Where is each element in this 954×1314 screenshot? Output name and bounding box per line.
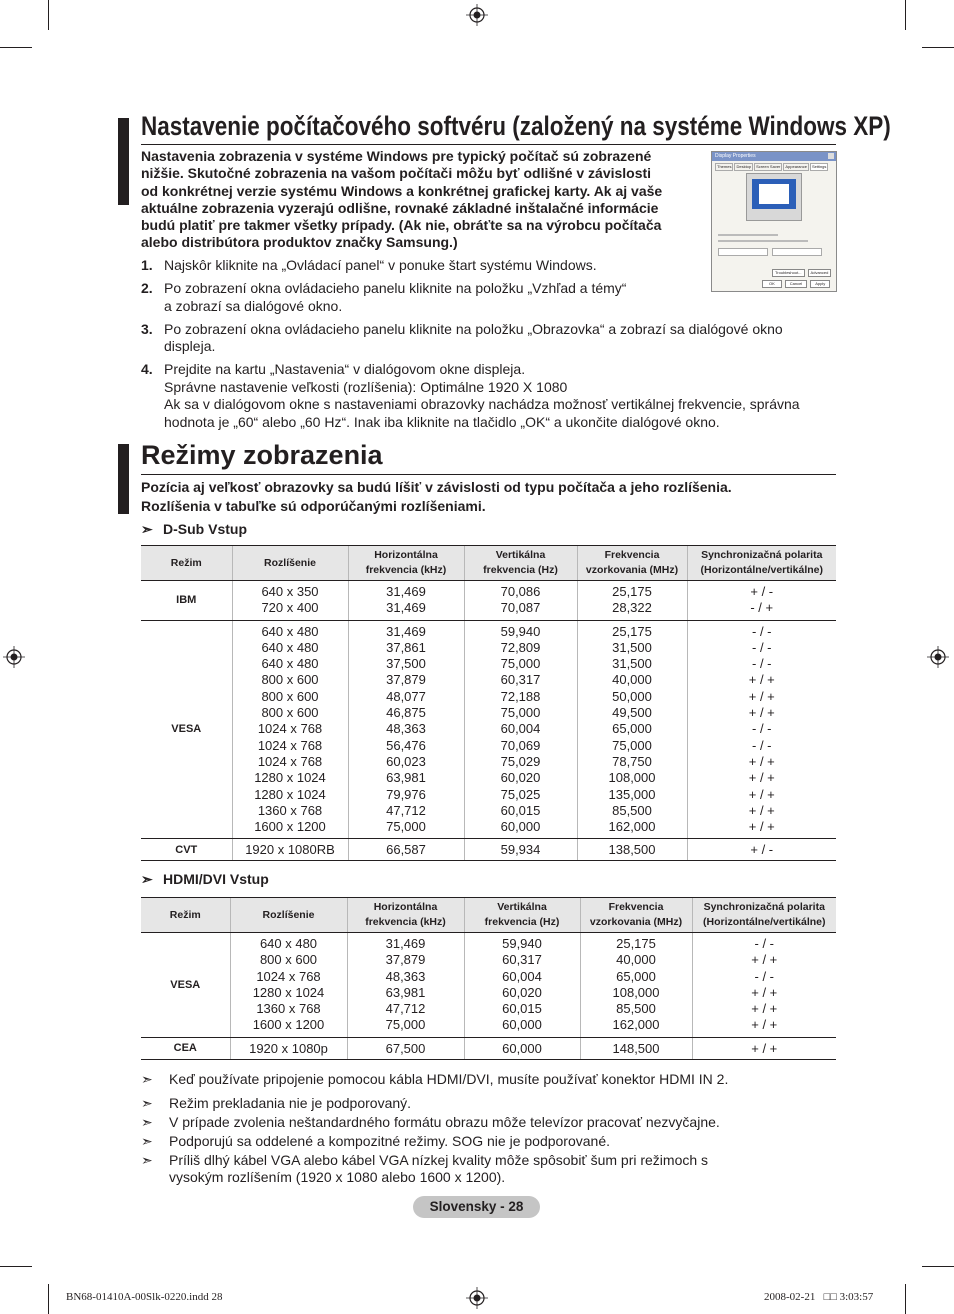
step-line: Prejdite na kartu „Nastavenia“ v dialógovom okne displeja. — [164, 361, 526, 377]
cell-value: 75,000 — [500, 705, 541, 721]
monitor-preview — [746, 173, 802, 221]
cell-value: 60,317 — [500, 672, 541, 688]
header-cell: Rozlíšenie — [232, 546, 348, 581]
cell-value: 60,020 — [502, 984, 542, 1000]
arrow-icon: ➣ — [141, 871, 153, 887]
table-cell — [232, 620, 348, 839]
dialog-tab: Desktop — [736, 164, 752, 169]
header-cell: Frekvencia vzorkovania (MHz) — [580, 898, 692, 933]
cell-value: + / + — [751, 1001, 778, 1017]
registration-mark-icon — [3, 646, 25, 668]
cell-value: 1360 x 768 — [257, 802, 323, 818]
table-row-group — [141, 620, 836, 839]
cell-value: 1280 x 1024 — [254, 786, 326, 802]
table-cell — [577, 620, 687, 839]
cell-value: - / - — [754, 936, 774, 951]
intro-line: Pozícia aj veľkosť obrazovky sa budú líšiť v závislosti od typu počítača a jeho rozlíšenia. — [141, 479, 732, 495]
cell-value: 60,015 — [500, 802, 541, 818]
table-row-group — [141, 581, 836, 621]
step-item — [141, 321, 841, 356]
notes-list — [141, 1071, 821, 1187]
cell-value: 37,861 — [386, 639, 426, 655]
arrow-icon: ➣ — [141, 1094, 153, 1111]
note-line: Príliš dlhý kábel VGA alebo kábel VGA nízkej kvality môže spôsobiť šum pri režimoch s — [169, 1151, 709, 1168]
title-rule — [141, 474, 836, 475]
crop-mark — [48, 1284, 49, 1314]
cell-value: + / - — [750, 842, 774, 858]
close-icon — [828, 153, 834, 159]
step-line: displeja. — [164, 338, 216, 354]
step-line: a zobrazí sa dialógové okno. — [164, 297, 343, 314]
cell-value: 75,029 — [500, 753, 541, 769]
cell-value: + / + — [748, 688, 775, 704]
cell-value: 60,000 — [502, 1017, 542, 1033]
section-title: Režimy zobrazenia — [141, 440, 383, 470]
cell-value: 59,940 — [502, 936, 542, 951]
cell-value: 31,469 — [385, 936, 426, 951]
table-cell — [347, 933, 464, 1038]
cell-value: 85,500 — [612, 802, 652, 818]
cell-value: + / + — [748, 753, 775, 769]
cell-value: - / - — [754, 968, 774, 984]
cell-value: 135,000 — [608, 786, 656, 802]
cell-value: 31,469 — [386, 584, 426, 599]
table-cell — [464, 1037, 580, 1059]
cell-value: 75,000 — [386, 819, 426, 835]
mode-cell: CVT — [141, 839, 232, 861]
cell-value: 162,000 — [612, 1017, 660, 1033]
cell-value: 108,000 — [608, 770, 656, 786]
ok-button: OK — [762, 280, 782, 288]
cell-value: 640 x 480 — [261, 623, 319, 639]
table-cell — [230, 1037, 347, 1059]
crop-mark — [905, 1284, 906, 1314]
step-line: Správne nastavenie veľkosti (rozlíšenia): Optimálne 1920 X 1080 — [164, 378, 568, 395]
note-line: Podporujú sa oddelené a kompozitné režimy. SOG nie je podporované. — [169, 1132, 611, 1149]
cell-value: - / - — [752, 737, 772, 753]
table-cell — [687, 839, 836, 861]
dialog-tab: Settings — [811, 164, 827, 169]
dialog-tab: Themes — [717, 164, 732, 169]
note-line: vysokým rozlíšením (1920 x 1080 alebo 1600 x 1200). — [169, 1169, 506, 1185]
cell-value: 85,500 — [616, 1001, 656, 1017]
cell-value: 48,077 — [386, 688, 426, 704]
cell-value: 60,023 — [386, 753, 426, 769]
crop-mark — [48, 0, 49, 30]
cell-value: 60,000 — [502, 1040, 542, 1056]
arrow-icon: ➣ — [141, 1151, 153, 1168]
section-intro — [141, 478, 732, 516]
cell-value: 640 x 350 — [261, 584, 319, 599]
hdmi-heading — [141, 871, 269, 888]
cell-value: 65,000 — [616, 968, 656, 984]
cell-value: 60,317 — [502, 952, 542, 968]
dsub-label: D-Sub Vstup — [163, 521, 247, 537]
intro-line: budú platiť pre takmer všetky prípady. (Ak nie, obráťte sa na výrobcu počítača — [141, 217, 662, 234]
cell-value: 40,000 — [616, 952, 656, 968]
cell-value: 50,000 — [612, 688, 652, 704]
cell-value: 60,000 — [500, 819, 541, 835]
section-title: Nastavenie počítačového softvéru (založený na systéme Windows XP) — [141, 111, 891, 141]
cell-value: 1024 x 768 — [257, 721, 323, 737]
cell-value: 67,500 — [385, 1040, 426, 1056]
cell-value: 720 x 400 — [261, 600, 319, 616]
advanced-button: Advanced — [808, 269, 832, 277]
cell-value: 148,500 — [612, 1040, 660, 1056]
step-item — [141, 280, 841, 315]
cell-value: 25,175 — [612, 584, 652, 599]
cell-value: 75,025 — [500, 786, 541, 802]
step-line: Ak sa v dialógovom okne s nastaveniami obrazovky nachádza možnosť vertikálnej frekvencie, správna — [164, 396, 800, 412]
step-line: Po zobrazení okna ovládacieho panelu kliknite na položku „Obrazovka“ a zobrazí sa dialógové okno — [164, 320, 783, 337]
cell-value: + / + — [748, 672, 775, 688]
table-cell — [692, 933, 836, 1038]
mode-cell: VESA — [141, 620, 232, 839]
cell-value: 800 x 600 — [259, 952, 318, 968]
header-cell: Režim — [141, 546, 232, 581]
hdmi-label: HDMI/DVI Vstup — [163, 871, 269, 887]
cell-value: 78,750 — [612, 753, 652, 769]
cell-value: + / + — [748, 705, 775, 721]
table-cell — [577, 581, 687, 621]
cell-value: 70,069 — [500, 737, 541, 753]
step-number: 2. — [141, 280, 153, 296]
arrow-icon: ➣ — [141, 1113, 153, 1130]
cell-value: 1600 x 1200 — [252, 1017, 325, 1033]
table-cell — [348, 581, 464, 621]
table-cell — [464, 581, 577, 621]
cell-value: 59,934 — [500, 842, 541, 858]
cell-value: 60,004 — [502, 968, 542, 984]
table-row-group — [141, 839, 836, 861]
header-cell: Rozlíšenie — [230, 898, 347, 933]
table-cell — [232, 839, 348, 861]
intro-line: Rozlíšenia v tabuľke sú odporúčanými rozlíšeniami. — [141, 498, 486, 514]
cell-value: 108,000 — [612, 984, 660, 1000]
step-number: 3. — [141, 320, 153, 337]
cell-value: - / - — [752, 721, 772, 737]
note-line: V prípade zvolenia neštandardného formátu obrazu môže televízor pracovať nezvyčajne. — [169, 1113, 720, 1130]
cell-value: 37,879 — [386, 672, 426, 688]
apply-button: Apply — [810, 280, 830, 288]
cell-value: - / - — [752, 656, 772, 672]
cell-value: 48,363 — [386, 721, 426, 737]
cell-value: 37,500 — [386, 656, 426, 672]
cell-value: + / - — [750, 584, 774, 599]
cell-value: 66,587 — [386, 842, 426, 858]
cell-value: 37,879 — [385, 952, 426, 968]
header-cell: Synchronizačná polarita (Horizontálne/vertikálne) — [687, 546, 836, 581]
cell-value: 40,000 — [612, 672, 652, 688]
intro-line: nižšie. Skutočné zobrazenia na vašom počítači môžu byť odlišné v závislosti — [141, 165, 652, 182]
cell-value: 79,976 — [386, 786, 426, 802]
header-cell: Frekvencia vzorkovania (MHz) — [577, 546, 687, 581]
cell-value: 1280 x 1024 — [254, 770, 326, 786]
section-marker — [118, 118, 129, 205]
cell-value: 28,322 — [612, 600, 652, 616]
dialog-title: Display Properties — [712, 152, 836, 161]
section-intro — [141, 148, 662, 252]
dsub-heading — [141, 521, 247, 538]
cell-value: + / + — [751, 984, 778, 1000]
table-cell — [464, 933, 580, 1038]
step-line: Po zobrazení okna ovládacieho panelu kliknite na položku „Vzhľad a témy“ — [164, 280, 627, 296]
cell-value: 1920 x 1080RB — [245, 842, 335, 858]
title-rule — [141, 144, 836, 145]
table-cell — [232, 581, 348, 621]
cell-value: 31,469 — [386, 623, 426, 639]
cell-value: + / + — [751, 952, 778, 968]
table-cell — [348, 620, 464, 839]
cell-value: 47,712 — [385, 1001, 426, 1017]
crop-mark — [0, 1266, 32, 1267]
table-cell — [464, 620, 577, 839]
registration-mark-icon — [466, 4, 488, 26]
step-number: 1. — [141, 257, 153, 273]
cell-value: 1920 x 1080p — [249, 1040, 328, 1056]
cell-value: + / + — [748, 786, 775, 802]
crop-mark — [0, 47, 32, 48]
cell-value: 800 x 600 — [261, 705, 319, 721]
cell-value: 60,004 — [500, 721, 541, 737]
table-header — [141, 898, 836, 933]
hdmi-table — [141, 897, 836, 1060]
cell-value: 800 x 600 — [261, 672, 319, 688]
arrow-icon: ➣ — [141, 1132, 153, 1149]
registration-mark-icon — [927, 646, 949, 668]
footer-file: BN68-01410A-00Slk-0220.indd 28 — [66, 1291, 223, 1303]
cell-value: 63,981 — [385, 984, 426, 1000]
table-cell — [230, 933, 347, 1038]
table-row-group — [141, 933, 836, 1038]
table-header — [141, 546, 836, 581]
cell-value: 60,015 — [502, 1001, 542, 1017]
cell-value: + / + — [748, 819, 775, 835]
cell-value: 31,469 — [386, 600, 426, 616]
note-item — [141, 1133, 821, 1151]
step-line: Najskôr kliknite na „Ovládací panel“ v ponuke štart systému Windows. — [164, 257, 597, 273]
mode-cell: IBM — [141, 581, 232, 621]
cell-value: 75,000 — [500, 656, 541, 672]
cell-value: 640 x 480 — [259, 936, 318, 951]
dialog-tab: Screen Saver — [756, 164, 781, 169]
cell-value: + / + — [751, 1040, 778, 1056]
cell-value: 72,188 — [500, 688, 541, 704]
step-item — [141, 361, 841, 431]
header-cell: Synchronizačná polarita (Horizontálne/vertikálne) — [692, 898, 836, 933]
note-line: Keď používate pripojenie pomocou kábla HDMI/DVI, musíte používať konektor HDMI IN 2. — [169, 1071, 729, 1087]
table-cell — [692, 1037, 836, 1059]
mode-cell: VESA — [141, 933, 230, 1038]
dsub-table — [141, 545, 836, 861]
header-cell: Horizontálna frekvencia (kHz) — [348, 546, 464, 581]
cell-value: 1600 x 1200 — [254, 819, 326, 835]
header-cell: Režim — [141, 898, 230, 933]
cell-value: 162,000 — [608, 819, 656, 835]
header-cell: Horizontálna frekvencia (kHz) — [347, 898, 464, 933]
table-cell — [687, 620, 836, 839]
cell-value: 70,087 — [500, 600, 541, 616]
cell-value: 46,875 — [386, 705, 426, 721]
steps-list — [141, 257, 841, 437]
note-item — [141, 1071, 821, 1089]
header-cell: Vertikálna frekvencia (Hz) — [464, 546, 577, 581]
crop-mark — [922, 1266, 954, 1267]
crop-mark — [922, 47, 954, 48]
cell-value: 75,000 — [385, 1017, 426, 1033]
step-number: 4. — [141, 361, 153, 377]
cell-value: 70,086 — [500, 584, 541, 599]
note-item — [141, 1114, 821, 1132]
cell-value: 640 x 480 — [261, 656, 319, 672]
cell-value: 25,175 — [616, 936, 656, 951]
cell-value: 47,712 — [386, 802, 426, 818]
troubleshoot-button: Troubleshoot... — [772, 269, 805, 277]
table-cell — [580, 933, 692, 1038]
section-marker — [118, 444, 129, 514]
intro-line: od konkrétnej verzie systému Windows a konkrétnej grafickej karty. Ak aj vaše — [141, 182, 663, 199]
header-cell: Vertikálna frekvencia (Hz) — [464, 898, 580, 933]
table-cell — [687, 581, 836, 621]
cell-value: 56,476 — [386, 737, 426, 753]
intro-line: alebo distribútora produktov značky Samsung.) — [141, 234, 458, 251]
cell-value: 31,500 — [612, 639, 652, 655]
note-item — [141, 1152, 821, 1187]
intro-line: Nastavenia zobrazenia v systéme Windows pre typický počítač sú zobrazené — [141, 148, 652, 164]
cell-value: + / + — [751, 1017, 778, 1033]
registration-mark-icon — [466, 1287, 488, 1309]
mode-cell: CEA — [141, 1037, 230, 1059]
footer-date: 2008-02-21 □□ 3:03:57 — [764, 1291, 874, 1303]
cell-value: - / - — [752, 639, 772, 655]
cell-value: - / + — [750, 600, 774, 616]
arrow-icon: ➣ — [141, 1071, 153, 1087]
cancel-button: Cancel — [785, 280, 807, 288]
table-cell — [464, 839, 577, 861]
cell-value: 138,500 — [608, 842, 656, 858]
cell-value: - / - — [752, 623, 772, 639]
cell-value: 1024 x 768 — [257, 753, 323, 769]
arrow-icon: ➣ — [141, 521, 153, 537]
note-line: Režim prekladania nie je podporovaný. — [169, 1094, 412, 1111]
cell-value: 640 x 480 — [261, 639, 319, 655]
cell-value: 1360 x 768 — [256, 1001, 321, 1017]
cell-value: 72,809 — [500, 639, 541, 655]
page-label: Slovensky - 28 — [413, 1196, 540, 1218]
cell-value: 60,020 — [500, 770, 541, 786]
cell-value: 63,981 — [386, 770, 426, 786]
dialog-tab: Appearance — [785, 164, 807, 169]
cell-value: 49,500 — [612, 705, 652, 721]
table-cell — [577, 839, 687, 861]
cell-value: 25,175 — [612, 623, 652, 639]
cell-value: 48,363 — [385, 968, 426, 984]
note-item — [141, 1095, 821, 1113]
cell-value: + / + — [748, 770, 775, 786]
cell-value: 1024 x 768 — [257, 737, 323, 753]
step-item — [141, 257, 841, 275]
crop-mark — [905, 0, 906, 30]
cell-value: 1280 x 1024 — [252, 984, 325, 1000]
dialog-tabs — [712, 161, 836, 171]
table-cell — [580, 1037, 692, 1059]
cell-value: 59,940 — [500, 623, 541, 639]
cell-value: 1024 x 768 — [256, 968, 321, 984]
cell-value: + / + — [748, 802, 775, 818]
cell-value: 65,000 — [612, 721, 652, 737]
cell-value: 75,000 — [612, 737, 652, 753]
cell-value: 800 x 600 — [261, 688, 319, 704]
table-cell — [348, 839, 464, 861]
table-cell — [347, 1037, 464, 1059]
table-row-group — [141, 1037, 836, 1059]
intro-line: aktuálne zobrazenia vyzerajú odlišne, rovnaké základné inštalačné informácie — [141, 199, 659, 216]
cell-value: 31,500 — [612, 656, 652, 672]
step-line: hodnota je „60“ alebo „60 Hz“. Inak iba kliknite na tlačidlo „OK“ a ukončite dialógové okno. — [164, 413, 720, 430]
